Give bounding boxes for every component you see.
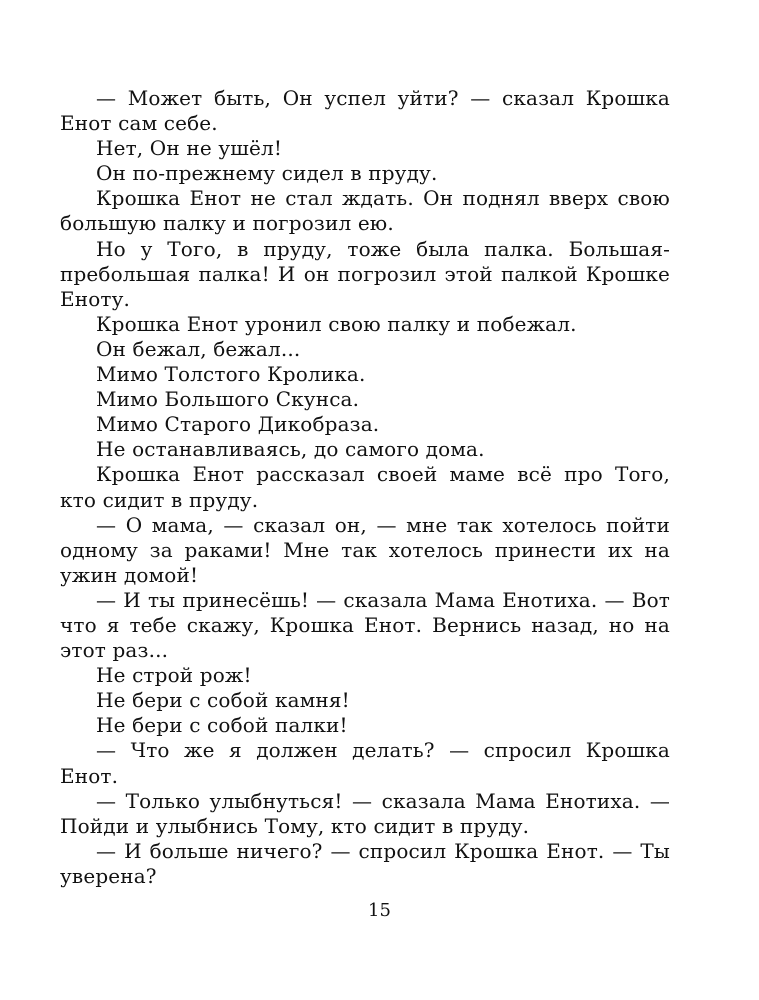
page-number: 15	[368, 900, 391, 921]
paragraph: Он по-прежнему сидел в пруду.	[96, 161, 438, 186]
paragraph: Мимо Толстого Кролика.	[96, 362, 366, 387]
paragraph: — Только улыбнуться! — сказала Мама Енотиха. — Пойди и улыбнись Тому, кто сидит в пруду.	[60, 788, 670, 838]
paragraph: — О мама, — сказал он, — мне так хотелось пойти одному за раками! Мне так хотелось принести их на ужин домой!	[60, 512, 670, 587]
paragraph: Но у Того, в пруду, тоже была палка. Большая-пребольшая палка! И он погрозил этой палкой Крошке Еноту.	[60, 236, 670, 311]
paragraph: Не бери с собой палки!	[96, 713, 348, 738]
paragraph: — Что же я должен делать? — спросил Крошка Енот.	[60, 738, 670, 788]
paragraph: Крошка Енот уронил свою палку и побежал.	[96, 311, 577, 336]
paragraph: — Может быть, Он успел уйти? — сказал Крошка Енот сам себе.	[60, 86, 670, 136]
paragraph: Нет, Он не ушёл!	[96, 136, 283, 161]
story-text	[60, 86, 670, 889]
paragraph: — И ты принесёшь! — сказала Мама Енотиха. — Вот что я тебе скажу, Крошка Енот. Вернись назад, но на этот раз...	[60, 587, 670, 663]
paragraph: Не останавливаясь, до самого дома.	[96, 437, 485, 462]
paragraph: Он бежал, бежал...	[96, 336, 301, 361]
paragraph: Не бери с собой камня!	[96, 688, 350, 713]
paragraph: Крошка Енот рассказал своей маме всё про Того, кто сидит в пруду.	[60, 462, 670, 512]
paragraph: Не строй рож!	[96, 663, 252, 688]
paragraph: — И больше ничего? — спросил Крошка Енот. — Ты уверена?	[60, 838, 670, 888]
paragraph: Мимо Большого Скунса.	[96, 387, 360, 412]
paragraph: Крошка Енот не стал ждать. Он поднял вверх свою большую палку и погрозил ею.	[60, 186, 670, 236]
paragraph: Мимо Старого Дикобраза.	[96, 412, 380, 437]
